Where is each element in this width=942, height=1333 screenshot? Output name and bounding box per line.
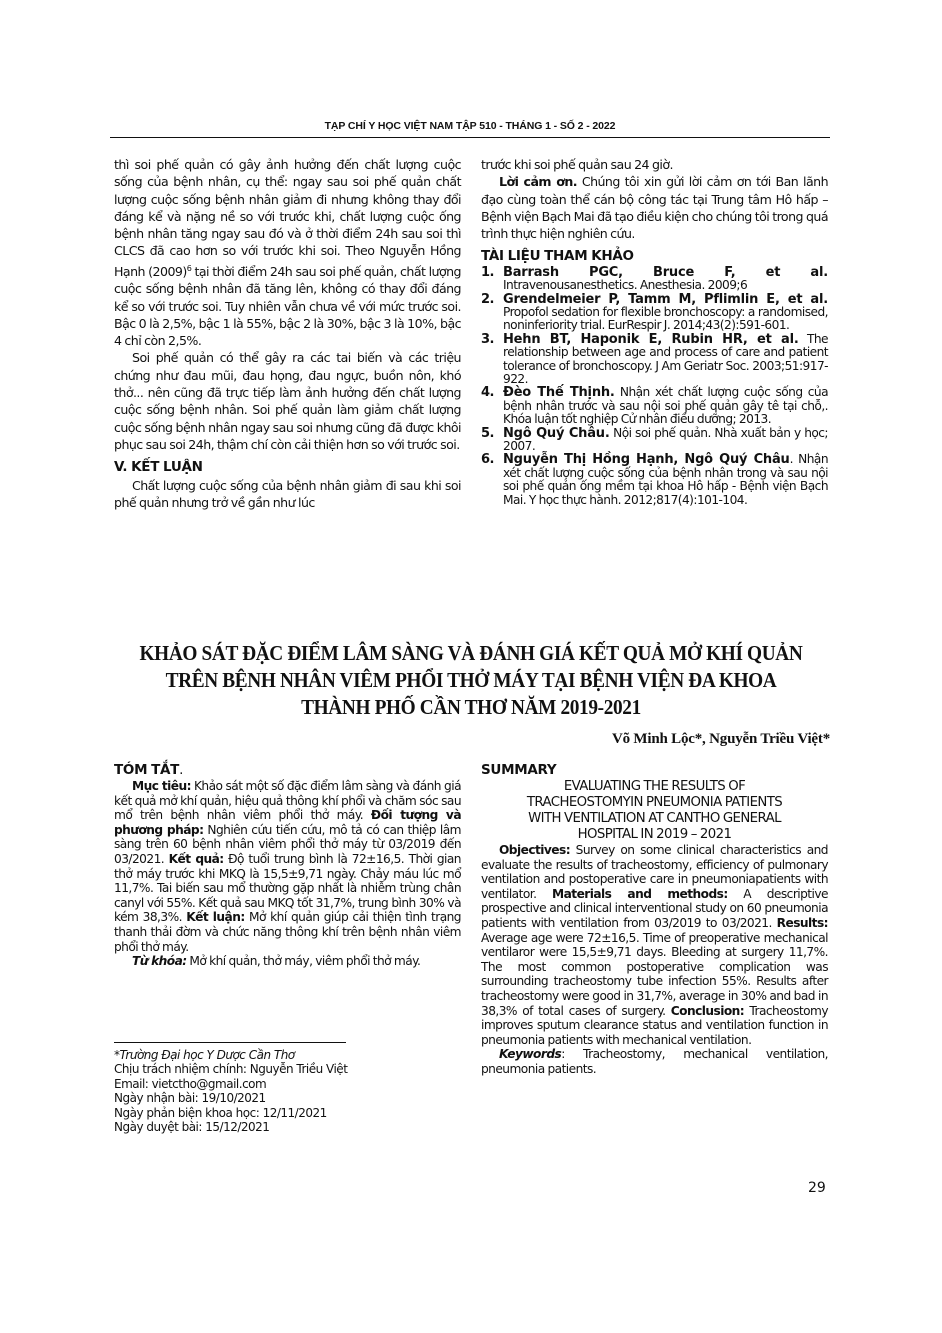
abstract-heading: TÓM TẮT. [114,762,184,778]
acknowledgement-label: Lời cảm ơn. [499,174,577,190]
keywords-english: Keywords: Tracheostomy, mechanical ventilation, pneumonia patients. [481,1047,828,1076]
header-rule [110,137,830,138]
keywords-vietnamese: Từ khóa: Mở khí quản, thở máy, viêm phổi thở máy. [132,954,421,969]
citation-superscript: 6 [186,263,192,273]
abstract-vietnamese [114,762,461,969]
reference-item: 6. Nguyễn Thị Hồng Hạnh, Ngô Quý Châu. Nhận xét chất lượng cuộc sống của bệnh nhân trong và sau nội soi phế quản ống mềm tại khoa Hô hấp - Bệnh viện Bạch Mai. Y học thực hành. 2012;817(4):101-104. [481,452,828,507]
reference-item: 2. Grendelmeier P, Tamm M, Pflimlin E, et al. Propofol sedation for flexible bronchoscopy: a randomised, noninferiority trial. EurRespir J. 2014;43(2):591-601. [481,291,828,333]
date-reviewed: Ngày phản biện khoa học: 12/11/2021 [114,1105,327,1120]
previous-article-right-column [481,156,828,507]
summary-body: Objectives: Survey on some clinical characteristics and evaluate the results of tracheostomy, efficiency of pulmonary ventilation and postoperative care in pneumoniapatients with ventilator. Materials and methods: A descriptive prospective and clinical interventional study on 60 pneumonia patients with ventilation from 03/2019 to 03/2021. Results: Average age were 72±16,5. Time of preoperative mechanical ventilaror were 15,5±9,71 days. Bleeding at surgery 11,7%. The most common postoperative complication was surrounding tracheostomy tube infection 55%. Results after tracheostomy were good in 31,7%, average in 30% and bad in 38,3% of total cases of surgery. Conclusion: Tracheostomy improves sputum clearance status and ventilation function in pneumonia patients with mechanical ventilation. [481,843,828,1047]
previous-article-left-column [114,156,461,511]
date-accepted: Ngày duyệt bài: 15/12/2021 [114,1120,270,1135]
section-heading-conclusion: V. KẾT LUẬN [114,459,203,476]
running-head: TẠP CHÍ Y HỌC VIỆT NAM TẬP 510 - THÁNG 1 - SỐ 2 - 2022 [324,120,616,132]
summary-heading: SUMMARY [481,762,557,778]
page-number: 29 [808,1180,826,1196]
reference-item: 4. Đèo Thế Thịnh. Nhận xét chất lượng cuộc sống của bệnh nhân trước và sau nội soi phế quản gây tê tại chỗ,. Khóa luận tốt nghiệp Cử nhân điều dưỡng; 2013. [481,385,828,427]
reference-list [481,266,828,507]
reference-item: 1. Barrash PGC, Bruce F, et al. Intravenousanesthetics. Anesthesia. 2009;6 [481,264,828,293]
footnotes [114,1048,474,1134]
acknowledgement-paragraph: Lời cảm ơn. Chúng tôi xin gửi lời cảm ơn tới Ban lãnh đạo cùng toàn thể cán bộ công tác tại Trung tâm Hô hấp – Bệnh viện Bạch Mai đã tạo điều kiện cho chúng tôi trong quá trình thực hiện nghiên cứu. [481,174,829,242]
footnote-rule [114,1042,346,1043]
article-authors: Võ Minh Lộc*, Nguyễn Triều Việt* [611,731,830,747]
date-received: Ngày nhận bài: 19/10/2021 [114,1091,266,1106]
abstract-body: Mục tiêu: Khảo sát một số đặc điểm lâm sàng và đánh giá kết quả mở khí quản, hiệu quả thông khí phổi và chăm sóc sau mổ trên bệnh nhân viêm phổi thở máy. Đối tượng và phương pháp: Nghiên cứu tiến cứu, mô tả có can thiệp lâm sàng trên 60 bệnh nhân viêm phổi thở máy từ 03/2019 đến 03/2021. Kết quả: Độ tuổi trung bình là 72±16,5. Thời gian thở máy trước khi MKQ là 15,5±9,71 ngày. Chảy máu lúc mổ 11,7%. Tai biến sau mổ thường gặp nhất là nhiễm trùng chân canyl với 55%. Kết quả sau MKQ tốt 31,7%, trung bình 30% và kém 38,3%. Kết luận: Mở khí quản giúp cải thiện tình trạng thanh thải đờm và chức năng thông khí trên bệnh nhân viêm phổi thở máy. [114,779,462,954]
continuation-text: trước khi soi phế quản sau 24 giờ. [481,157,673,172]
abstract-english [481,762,828,1077]
corresponding-author: Chịu trách nhiệm chính: Nguyễn Triều Việt [114,1062,348,1077]
affiliation: *Trường Đại học Y Dược Cần Thơ [114,1048,295,1062]
english-title: EVALUATING THE RESULTS OF TRACHEOSTOMYIN PNEUMONIA PATIENTS WITH VENTILATION AT CANTHO GENERAL HOSPITAL IN 2019 – 2021 [526,779,783,842]
reference-item: 3. Hehn BT, Haponik E, Rubin HR, et al. The relationship between age and process of care and patient tolerance of bronchoscopy. J Am Geriatr Soc. 2003;51:917-922. [481,331,828,387]
discussion-paragraph: Soi phế quản có thể gây ra các tai biến và các triệu chứng như đau mũi, đau họng, đau ngực, buồn nôn, khó thở... nên cũng đã trực tiếp làm ảnh hưởng đến chất lượng cuộc sống bệnh nhân. Soi phế quản làm giảm chất lượng cuộc sống bệnh nhân ngay sau soi nhưng cũng đã được khôi phục sau soi 24h, thậm chí còn cải thiện hơn so với trước soi. [114,350,461,452]
article-title: KHẢO SÁT ĐẶC ĐIỂM LÂM SÀNG VÀ ĐÁNH GIÁ KẾT QUẢ MỞ KHÍ QUẢN TRÊN BỆNH NHÂN VIÊM PHỔI THỞ MÁY TẠI BỆNH VIỆN ĐA KHOA THÀNH PHỐ CẦN THƠ NĂM 2019-2021 [139,641,803,719]
conclusion-paragraph: Chất lượng cuộc sống của bệnh nhân giảm đi sau khi soi phế quản nhưng trở về gần như lúc [114,477,461,510]
reference-item: 5. Ngô Quý Châu. Nội soi phế quản. Nhà xuất bản y học; 2007. [481,425,828,454]
discussion-paragraph: thì soi phế quản có gây ảnh hưởng đến chất lượng cuộc sống của bệnh nhân, cụ thể: ngay sau soi phế quản chất lượng cuộc sống bệnh nhân giảm đi nhưng không thay đổi đáng kể và nặng nề so với trước khi, chất lượng cuộc ống bệnh nhân tăng ngay sau đó và ở thời điểm 24h sau soi thì CLCS đã cao hơn so với trước khi soi. Theo Nguyễn Hồng Hạnh $(2009)^6$ tại thời điểm 24h sau soi phế quản, chất lượng cuộc sống bệnh nhân đã tăng lên, không có thay đổi đáng kể so với trước soi. Tuy nhiên vẫn chưa về với mức trước soi. Bậc 0 là 2,5%, bậc 1 là 55%, bậc 2 là 30%, bậc 3 là 10%, bậc 4 chỉ còn 2,5%. [114,157,461,349]
email: Email: vietctho@gmail.com [114,1076,267,1091]
references-heading: TÀI LIỆU THAM KHẢO [481,248,634,265]
